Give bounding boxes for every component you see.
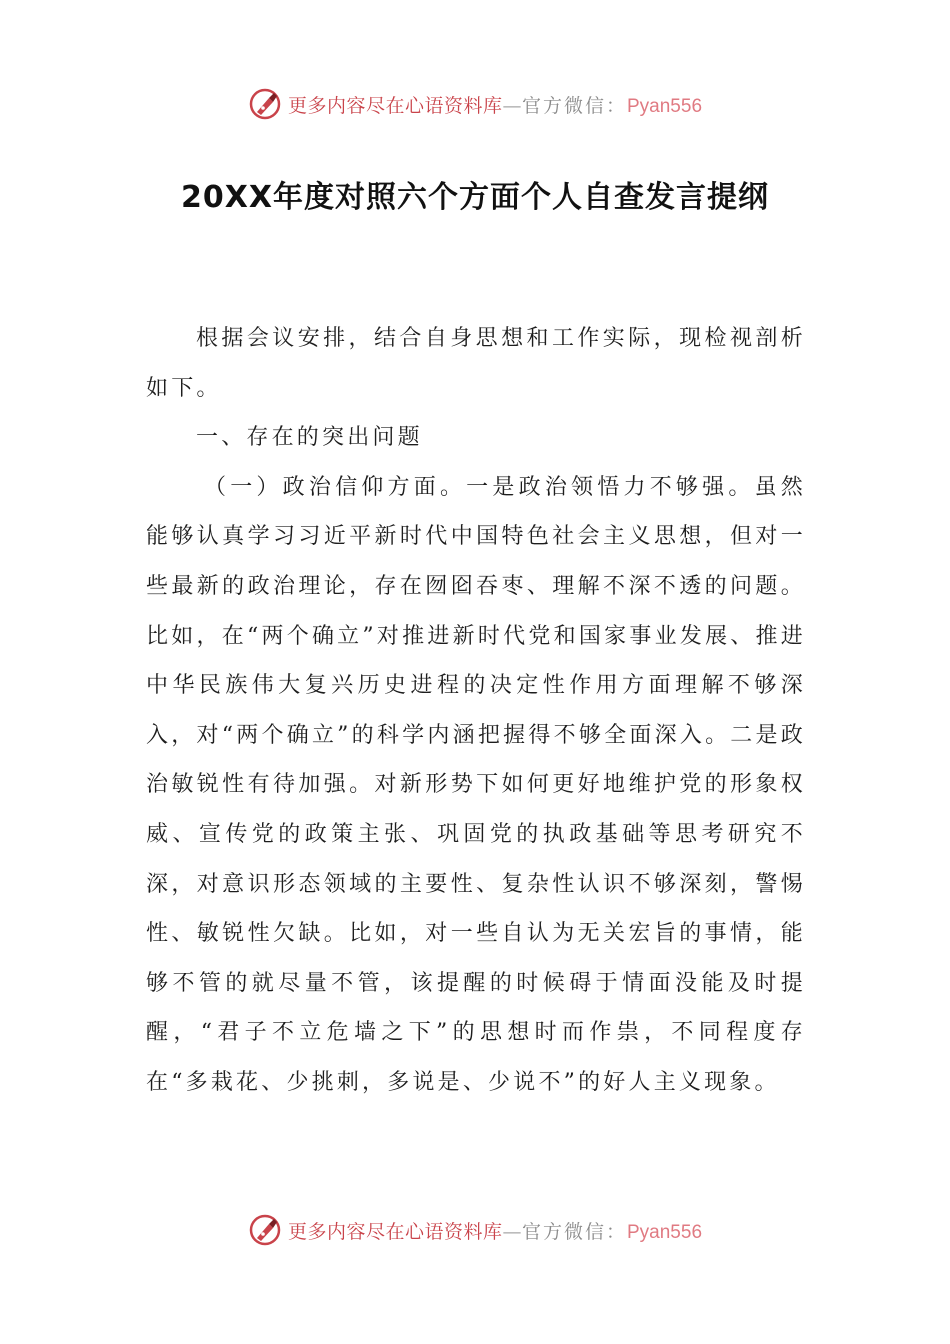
banner-wechat-id: Pyan556 [627, 1221, 703, 1243]
section-heading: 一、存在的突出问题 [196, 425, 423, 451]
document-title: 20XX年度对照六个方面个人自查发言提纲 [180, 180, 769, 215]
banner-wechat-label: 官方微信： [521, 94, 627, 117]
paragraph-political-belief: （一）政治信仰方面。一是政治领悟力不够强。虽然能够认真学习习近平新时代中国特色社会主义思想，但对一些最新的政治理论，存在囫囵吞枣、理解不深不透的问题。比如，在“两个确立”对推进新时代党和国家事业发展、推进中华民族伟大复兴历史进程的决定性作用方面理解不够深入，对“两个确立”的科学内涵把握得不够全面深入。二是政治敏锐性有待加强。对新形势下如何更好地维护党的形象权威、宣传党的政策主张、巩固党的执政基础等思考研究不深，对意识形态领域的主要性、复杂性认识不够深刻，警惕性、敏锐性欠缺。比如，对一些自认为无关宏旨的事情，能够不管的就尽量不管，该提醒的时候碍于情面没能及时提醒，“君子不立危墙之下”的思想时而作祟，不同程度存在“多栽花、少挑刺，多说是、少说不”的好人主义现象。 [146, 474, 806, 1095]
header-watermark-banner [0, 84, 950, 124]
banner-site-text: 更多内容尽在心语资料库 [287, 1220, 503, 1243]
banner-separator: — [502, 1220, 522, 1243]
footer-watermark-banner [0, 1210, 950, 1250]
banner-separator: — [502, 94, 522, 117]
pen-nib-circle-icon [248, 1213, 282, 1247]
banner-site-text: 更多内容尽在心语资料库 [287, 94, 503, 117]
banner-wechat-id: Pyan556 [627, 95, 703, 117]
banner-wechat-label: 官方微信： [521, 1220, 627, 1243]
paragraph-intro: 根据会议安排，结合自身思想和工作实际，现检视剖析如下。 [146, 326, 806, 401]
document-body [146, 314, 806, 1108]
pen-nib-circle-icon [248, 87, 282, 121]
